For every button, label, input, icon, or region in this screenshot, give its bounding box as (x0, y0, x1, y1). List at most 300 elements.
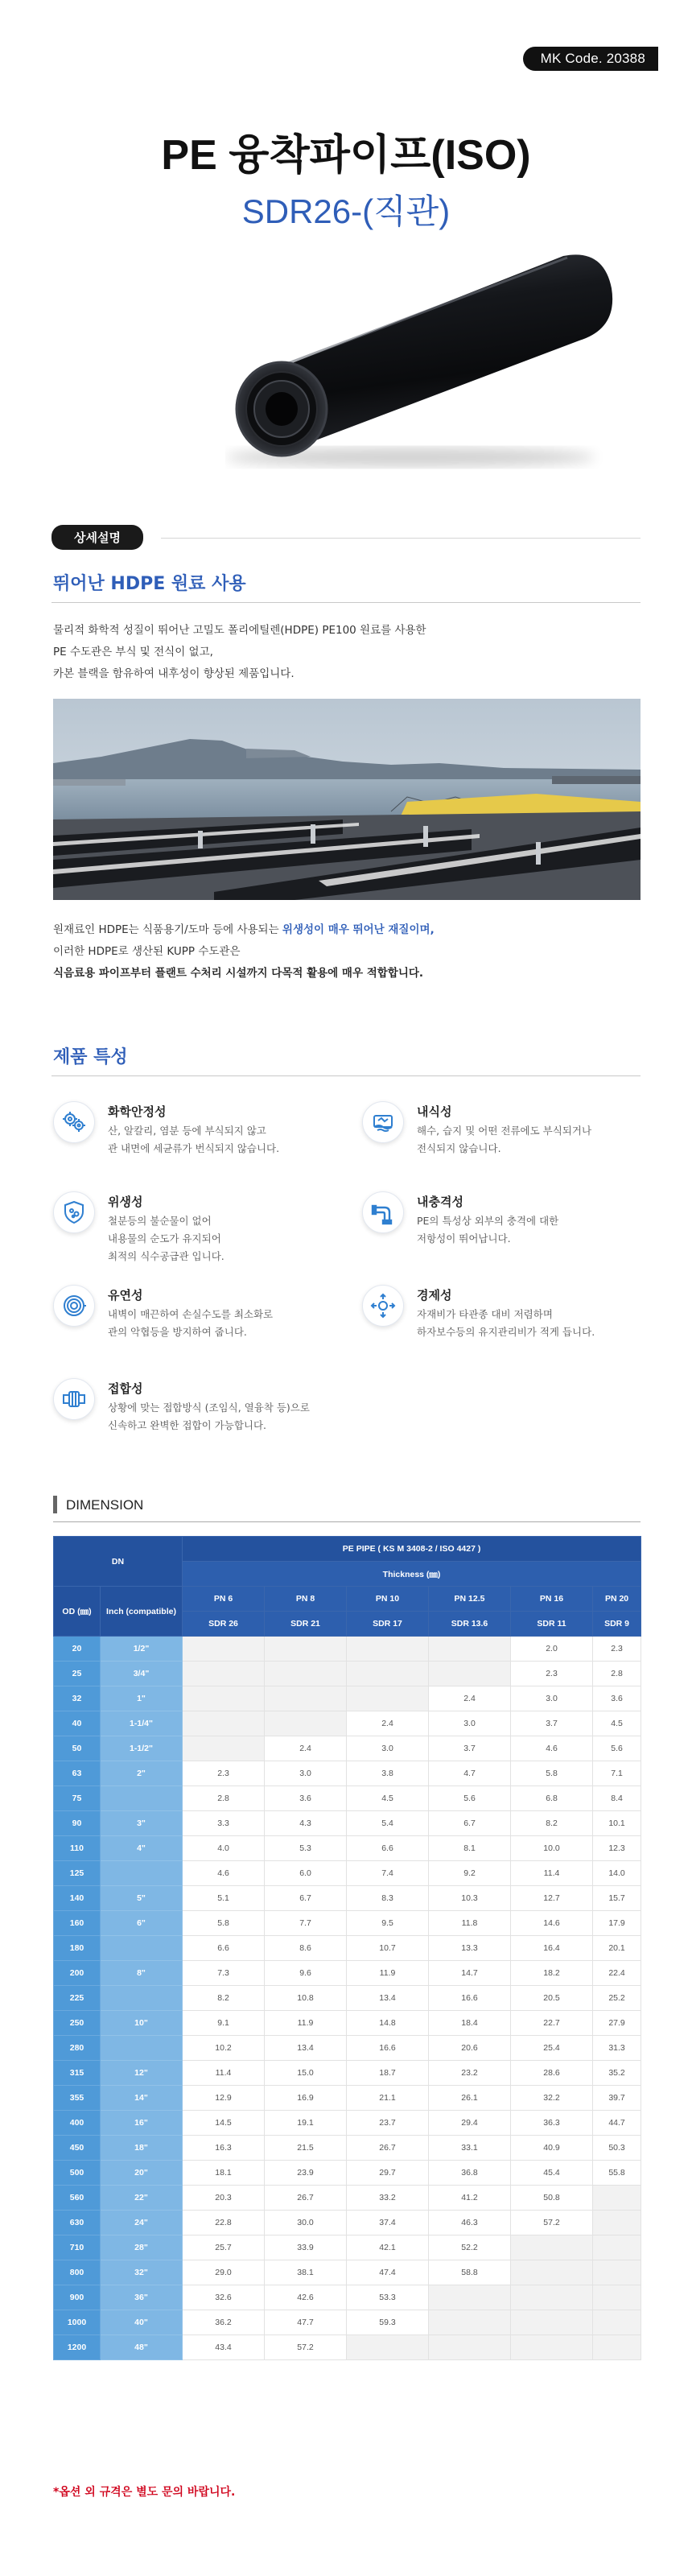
thickness-cell: 2.4 (347, 1711, 429, 1736)
thickness-cell: 32.6 (183, 2285, 265, 2310)
thickness-cell: 5.4 (347, 1811, 429, 1836)
thickness-cell: 11.9 (347, 1961, 429, 1986)
thickness-header: Thickness (㎜) (183, 1562, 641, 1587)
thickness-cell: 16.6 (429, 1986, 511, 2011)
inch-cell: 14" (101, 2086, 183, 2111)
table-row (54, 1936, 641, 1961)
inch-cell: 16" (101, 2111, 183, 2136)
thickness-cell: 44.7 (593, 2111, 641, 2136)
thickness-cell: 8.2 (183, 1986, 265, 2011)
inch-cell: 24" (101, 2211, 183, 2235)
thickness-cell: 18.4 (429, 2011, 511, 2036)
description-text: 원재료인 HDPE는 식품용기/도마 등에 사용되는 (53, 923, 282, 936)
thickness-cell: 6.7 (429, 1811, 511, 1836)
thickness-cell: 2.8 (183, 1786, 265, 1811)
od-header: OD (㎜) (54, 1587, 101, 1637)
thickness-cell: 16.6 (347, 2036, 429, 2061)
thickness-cell: 10.2 (183, 2036, 265, 2061)
thickness-cell: 6.6 (183, 1936, 265, 1961)
inch-cell (101, 2036, 183, 2061)
thickness-cell: 3.7 (511, 1711, 593, 1736)
od-cell: 280 (54, 2036, 101, 2061)
thickness-cell (347, 1662, 429, 1686)
thickness-cell (183, 1662, 265, 1686)
thickness-cell: 21.1 (347, 2086, 429, 2111)
feature-chemical-stability (53, 1101, 335, 1182)
od-cell: 500 (54, 2161, 101, 2186)
pipe-product-image (225, 240, 628, 473)
table-row (54, 2011, 641, 2036)
od-cell: 25 (54, 1662, 101, 1686)
thickness-cell (429, 2335, 511, 2360)
feature-description: 산, 알칼리, 염분 등에 부식되지 않고 관 내면에 세균류가 번식되지 않습니다. (108, 1125, 280, 1154)
thickness-cell (511, 2235, 593, 2260)
thickness-cell: 5.6 (593, 1736, 641, 1761)
thickness-cell: 7.4 (347, 1861, 429, 1886)
inch-cell: 1/2" (101, 1637, 183, 1662)
thickness-cell: 18.7 (347, 2061, 429, 2086)
description-line (53, 919, 632, 941)
thickness-cell (511, 2310, 593, 2335)
table-row (54, 2260, 641, 2285)
sdr-header: SDR 13.6 (429, 1612, 511, 1637)
thickness-cell (593, 2186, 641, 2211)
thickness-cell: 3.8 (347, 1761, 429, 1786)
thickness-cell: 18.2 (511, 1961, 593, 1986)
feature-joint (53, 1378, 335, 1459)
thickness-cell (511, 2260, 593, 2285)
impact-resistance-icon (362, 1191, 404, 1233)
od-cell: 630 (54, 2211, 101, 2235)
features-divider (51, 1075, 641, 1076)
thickness-cell: 6.7 (265, 1886, 347, 1911)
thickness-cell: 30.0 (265, 2211, 347, 2235)
thickness-cell: 23.9 (265, 2161, 347, 2186)
thickness-cell: 47.7 (265, 2310, 347, 2335)
feature-corrosion-resistance (362, 1101, 644, 1182)
corrosion-resistance-icon (362, 1101, 404, 1143)
feature-economy (362, 1285, 644, 1365)
od-cell: 315 (54, 2061, 101, 2086)
dn-header: DN (54, 1537, 183, 1587)
thickness-cell (511, 2335, 593, 2360)
od-cell: 160 (54, 1911, 101, 1936)
thickness-cell: 50.3 (593, 2136, 641, 2161)
thickness-cell: 40.9 (511, 2136, 593, 2161)
thickness-cell: 22.4 (593, 1961, 641, 1986)
thickness-cell: 36.8 (429, 2161, 511, 2186)
feature-name: 유연성 (108, 1288, 143, 1302)
description-line: PE 수도관은 부식 및 전식이 없고, (53, 646, 213, 658)
table-row (54, 1961, 641, 1986)
inch-cell: 28" (101, 2235, 183, 2260)
od-cell: 200 (54, 1961, 101, 1986)
thickness-cell: 50.8 (511, 2186, 593, 2211)
inch-cell (101, 1786, 183, 1811)
od-cell: 110 (54, 1836, 101, 1861)
thickness-cell: 33.2 (347, 2186, 429, 2211)
thickness-cell (429, 1637, 511, 1662)
thickness-cell: 25.7 (183, 2235, 265, 2260)
thickness-cell (511, 2285, 593, 2310)
thickness-cell: 10.3 (429, 1886, 511, 1911)
thickness-cell: 4.5 (347, 1786, 429, 1811)
description-line: 식음료용 파이프부터 플랜트 수처리 시설까지 다목적 활용에 매우 적합합니다. (53, 967, 424, 980)
table-row (54, 2211, 641, 2235)
inch-cell: 1-1/4" (101, 1711, 183, 1736)
thickness-cell: 26.1 (429, 2086, 511, 2111)
od-cell: 90 (54, 1811, 101, 1836)
thickness-cell: 14.0 (593, 1861, 641, 1886)
feature-description: 자재비가 타관종 대비 저렴하며 하자보수등의 유지관리비가 적게 듭니다. (417, 1308, 595, 1338)
table-row (54, 2186, 641, 2211)
thickness-cell: 2.4 (265, 1736, 347, 1761)
thickness-cell: 16.4 (511, 1936, 593, 1961)
feature-name: 접합성 (108, 1381, 143, 1396)
thickness-cell: 9.2 (429, 1861, 511, 1886)
economy-icon (362, 1285, 404, 1327)
thickness-cell: 9.6 (265, 1961, 347, 1986)
table-row (54, 1811, 641, 1836)
heading-divider (51, 602, 641, 603)
pn-header: PN 20 (593, 1587, 641, 1612)
thickness-cell: 2.3 (593, 1637, 641, 1662)
pn-header: PN 6 (183, 1587, 265, 1612)
thickness-cell: 36.2 (183, 2310, 265, 2335)
thickness-cell (593, 2235, 641, 2260)
table-row (54, 2136, 641, 2161)
inch-cell: 36" (101, 2285, 183, 2310)
pn-header: PN 8 (265, 1587, 347, 1612)
thickness-cell (265, 1686, 347, 1711)
thickness-cell: 4.5 (593, 1711, 641, 1736)
od-cell: 225 (54, 1986, 101, 2011)
description-text: 이며, (409, 923, 435, 936)
thickness-cell (593, 2310, 641, 2335)
pn-header: PN 12.5 (429, 1587, 511, 1612)
thickness-cell: 22.8 (183, 2211, 265, 2235)
inch-cell: 22" (101, 2186, 183, 2211)
thickness-cell: 22.7 (511, 2011, 593, 2036)
thickness-cell: 25.4 (511, 2036, 593, 2061)
thickness-cell: 14.6 (511, 1911, 593, 1936)
thickness-cell: 52.2 (429, 2235, 511, 2260)
thickness-cell: 4.0 (183, 1836, 265, 1861)
inch-cell: 32" (101, 2260, 183, 2285)
thickness-cell: 26.7 (265, 2186, 347, 2211)
thickness-cell: 29.0 (183, 2260, 265, 2285)
od-cell: 900 (54, 2285, 101, 2310)
thickness-cell (593, 2211, 641, 2235)
thickness-cell: 42.6 (265, 2285, 347, 2310)
thickness-cell: 57.2 (511, 2211, 593, 2235)
thickness-cell: 53.3 (347, 2285, 429, 2310)
thickness-cell: 2.3 (183, 1761, 265, 1786)
inch-cell: 20" (101, 2161, 183, 2186)
thickness-cell: 13.4 (265, 2036, 347, 2061)
thickness-cell: 2.4 (429, 1686, 511, 1711)
inch-cell: 6" (101, 1911, 183, 1936)
flexibility-coil-icon (53, 1285, 95, 1327)
dimension-table (53, 1536, 641, 2360)
inch-cell: 48" (101, 2335, 183, 2360)
feature-flexibility (53, 1285, 335, 1365)
thickness-cell: 23.2 (429, 2061, 511, 2086)
od-cell: 450 (54, 2136, 101, 2161)
inch-cell: 2" (101, 1761, 183, 1786)
description-line: 카본 블랙을 함유하여 내후성이 향상된 제품입니다. (53, 667, 295, 680)
sdr-header: SDR 26 (183, 1612, 265, 1637)
od-cell: 50 (54, 1736, 101, 1761)
inch-cell (101, 1861, 183, 1886)
od-cell: 140 (54, 1886, 101, 1911)
dimension-divider (53, 1521, 641, 1522)
product-title: PE 융착파이프(ISO) (161, 132, 531, 179)
thickness-cell: 7.3 (183, 1961, 265, 1986)
thickness-cell: 3.7 (429, 1736, 511, 1761)
thickness-cell (183, 1736, 265, 1761)
inch-cell: 12" (101, 2061, 183, 2086)
features-heading: 제품 특성 (53, 1047, 128, 1067)
thickness-cell: 5.6 (429, 1786, 511, 1811)
joint-icon (53, 1378, 95, 1420)
mk-code-badge: MK Code. 20388 (523, 47, 658, 71)
thickness-cell: 20.3 (183, 2186, 265, 2211)
sdr-header: SDR 17 (347, 1612, 429, 1637)
section-badge-detail: 상세설명 (51, 525, 143, 550)
thickness-cell: 43.4 (183, 2335, 265, 2360)
table-row (54, 2235, 641, 2260)
inch-cell: 5" (101, 1886, 183, 1911)
table-row (54, 2310, 641, 2335)
feature-impact-resistance (362, 1191, 644, 1272)
hdpe-description (53, 620, 632, 685)
thickness-cell: 8.2 (511, 1811, 593, 1836)
thickness-cell: 20.6 (429, 2036, 511, 2061)
table-row (54, 1686, 641, 1711)
thickness-cell: 4.7 (429, 1761, 511, 1786)
thickness-cell: 12.3 (593, 1836, 641, 1861)
od-cell: 75 (54, 1786, 101, 1811)
table-row (54, 1986, 641, 2011)
feature-description: 상황에 맞는 접합방식 (조임식, 열융착 등)으로 신속하고 완벽한 접합이 가능합니다. (108, 1402, 310, 1431)
table-row (54, 1836, 641, 1861)
description-line: 이러한 HDPE로 생산된 KUPP 수도관은 (53, 945, 241, 958)
thickness-cell: 7.7 (265, 1911, 347, 1936)
table-row (54, 1761, 641, 1786)
thickness-cell: 11.8 (429, 1911, 511, 1936)
inch-cell: 40" (101, 2310, 183, 2335)
thickness-cell: 29.4 (429, 2111, 511, 2136)
table-row (54, 2061, 641, 2086)
table-row (54, 2285, 641, 2310)
thickness-cell: 3.0 (347, 1736, 429, 1761)
feature-description: 해수, 습지 및 어떤 전류에도 부식되거나 전식되지 않습니다. (417, 1125, 592, 1154)
thickness-cell: 55.8 (593, 2161, 641, 2186)
thickness-cell: 16.9 (265, 2086, 347, 2111)
od-cell: 400 (54, 2111, 101, 2136)
thickness-cell: 21.5 (265, 2136, 347, 2161)
thickness-cell: 46.3 (429, 2211, 511, 2235)
table-row (54, 2335, 641, 2360)
inch-cell: 1-1/2" (101, 1736, 183, 1761)
feature-name: 내식성 (417, 1104, 452, 1119)
thickness-cell: 57.2 (265, 2335, 347, 2360)
od-cell: 1200 (54, 2335, 101, 2360)
feature-name: 화학안정성 (108, 1104, 167, 1119)
thickness-cell: 4.3 (265, 1811, 347, 1836)
thickness-cell: 58.8 (429, 2260, 511, 2285)
table-row (54, 1662, 641, 1686)
thickness-cell: 10.1 (593, 1811, 641, 1836)
thickness-cell: 10.7 (347, 1936, 429, 1961)
inch-cell: 10" (101, 2011, 183, 2036)
thickness-cell (429, 2310, 511, 2335)
thickness-cell: 26.7 (347, 2136, 429, 2161)
dimension-marker (53, 1496, 57, 1513)
chemical-stability-icon (53, 1101, 95, 1143)
inch-cell (101, 1986, 183, 2011)
description-highlight: 위생성이 매우 뛰어난 재질 (282, 923, 410, 936)
od-cell: 1000 (54, 2310, 101, 2335)
thickness-cell: 2.8 (593, 1662, 641, 1686)
thickness-cell: 10.0 (511, 1836, 593, 1861)
feature-description: 철분등의 불순물이 없어 내용물의 순도가 유지되어 최적의 식수공급관 입니다. (108, 1215, 224, 1262)
inch-cell: 18" (101, 2136, 183, 2161)
inch-cell: 3" (101, 1811, 183, 1836)
inch-cell (101, 1936, 183, 1961)
thickness-cell: 17.9 (593, 1911, 641, 1936)
thickness-cell: 5.3 (265, 1836, 347, 1861)
table-row (54, 1861, 641, 1886)
table-row (54, 1637, 641, 1662)
thickness-cell: 18.1 (183, 2161, 265, 2186)
table-row (54, 2161, 641, 2186)
feature-name: 위생성 (108, 1195, 143, 1209)
inquiry-note: *옵션 외 규격은 별도 문의 바랍니다. (53, 2486, 236, 2499)
dimension-heading: DIMENSION (66, 1497, 144, 1513)
thickness-cell: 15.0 (265, 2061, 347, 2086)
thickness-cell: 23.7 (347, 2111, 429, 2136)
thickness-cell: 3.0 (511, 1686, 593, 1711)
thickness-cell (183, 1637, 265, 1662)
thickness-cell (347, 2335, 429, 2360)
section-divider (161, 538, 641, 539)
feature-name: 내충격성 (417, 1195, 463, 1209)
thickness-cell (593, 2260, 641, 2285)
feature-description: 내벽이 매끈하여 손실수도를 최소화로 관의 악협등을 방지하여 줍니다. (108, 1308, 274, 1338)
od-cell: 800 (54, 2260, 101, 2285)
thickness-cell (265, 1662, 347, 1686)
thickness-cell: 41.2 (429, 2186, 511, 2211)
thickness-cell (429, 2285, 511, 2310)
thickness-cell: 6.0 (265, 1861, 347, 1886)
thickness-cell (429, 1662, 511, 1686)
thickness-cell: 2.3 (511, 1662, 593, 1686)
od-cell: 40 (54, 1711, 101, 1736)
thickness-cell: 15.7 (593, 1886, 641, 1911)
thickness-cell: 5.1 (183, 1886, 265, 1911)
thickness-cell: 6.8 (511, 1786, 593, 1811)
thickness-cell: 32.2 (511, 2086, 593, 2111)
hygiene-description (53, 919, 632, 985)
pn-header: PN 10 (347, 1587, 429, 1612)
thickness-cell: 20.1 (593, 1936, 641, 1961)
thickness-cell (593, 2285, 641, 2310)
sdr-header: SDR 9 (593, 1612, 641, 1637)
thickness-cell: 11.4 (183, 2061, 265, 2086)
thickness-cell: 29.7 (347, 2161, 429, 2186)
thickness-cell: 5.8 (511, 1761, 593, 1786)
od-cell: 63 (54, 1761, 101, 1786)
od-cell: 355 (54, 2086, 101, 2111)
thickness-cell: 11.9 (265, 2011, 347, 2036)
product-subtitle: SDR26-(직관) (241, 192, 451, 230)
thickness-cell: 25.2 (593, 1986, 641, 2011)
thickness-cell: 3.0 (429, 1711, 511, 1736)
thickness-cell (265, 1711, 347, 1736)
thickness-cell: 37.4 (347, 2211, 429, 2235)
sdr-header: SDR 11 (511, 1612, 593, 1637)
thickness-cell: 38.1 (265, 2260, 347, 2285)
od-cell: 20 (54, 1637, 101, 1662)
inch-cell: 8" (101, 1961, 183, 1986)
thickness-cell: 13.3 (429, 1936, 511, 1961)
table-row (54, 1711, 641, 1736)
pn-header: PN 16 (511, 1587, 593, 1612)
thickness-cell: 42.1 (347, 2235, 429, 2260)
feature-hygiene (53, 1191, 335, 1272)
feature-description: PE의 특성상 외부의 충격에 대한 저항성이 뛰어납니다. (417, 1215, 559, 1245)
thickness-cell: 3.3 (183, 1811, 265, 1836)
thickness-cell: 11.4 (511, 1861, 593, 1886)
table-row (54, 2036, 641, 2061)
thickness-cell: 8.1 (429, 1836, 511, 1861)
thickness-cell: 19.1 (265, 2111, 347, 2136)
thickness-cell (347, 1686, 429, 1711)
thickness-cell: 8.3 (347, 1886, 429, 1911)
thickness-cell: 33.9 (265, 2235, 347, 2260)
thickness-cell: 5.8 (183, 1911, 265, 1936)
thickness-cell: 36.3 (511, 2111, 593, 2136)
pipe-yard-photo (53, 699, 641, 900)
thickness-cell: 12.9 (183, 2086, 265, 2111)
thickness-cell: 20.5 (511, 1986, 593, 2011)
table-row (54, 1886, 641, 1911)
thickness-cell: 13.4 (347, 1986, 429, 2011)
thickness-cell (347, 1637, 429, 1662)
thickness-cell: 59.3 (347, 2310, 429, 2335)
thickness-cell: 33.1 (429, 2136, 511, 2161)
thickness-cell: 2.0 (511, 1637, 593, 1662)
thickness-cell: 8.4 (593, 1786, 641, 1811)
inch-cell: 4" (101, 1836, 183, 1861)
thickness-cell (183, 1686, 265, 1711)
inch-header: Inch (compatible) (101, 1587, 183, 1637)
thickness-cell: 6.6 (347, 1836, 429, 1861)
table-row (54, 1911, 641, 1936)
table-row (54, 2086, 641, 2111)
thickness-cell: 16.3 (183, 2136, 265, 2161)
thickness-cell: 7.1 (593, 1761, 641, 1786)
thickness-cell: 28.6 (511, 2061, 593, 2086)
thickness-cell: 8.6 (265, 1936, 347, 1961)
thickness-cell (265, 1637, 347, 1662)
thickness-cell: 14.7 (429, 1961, 511, 1986)
od-cell: 32 (54, 1686, 101, 1711)
thickness-cell: 9.5 (347, 1911, 429, 1936)
thickness-cell: 4.6 (183, 1861, 265, 1886)
